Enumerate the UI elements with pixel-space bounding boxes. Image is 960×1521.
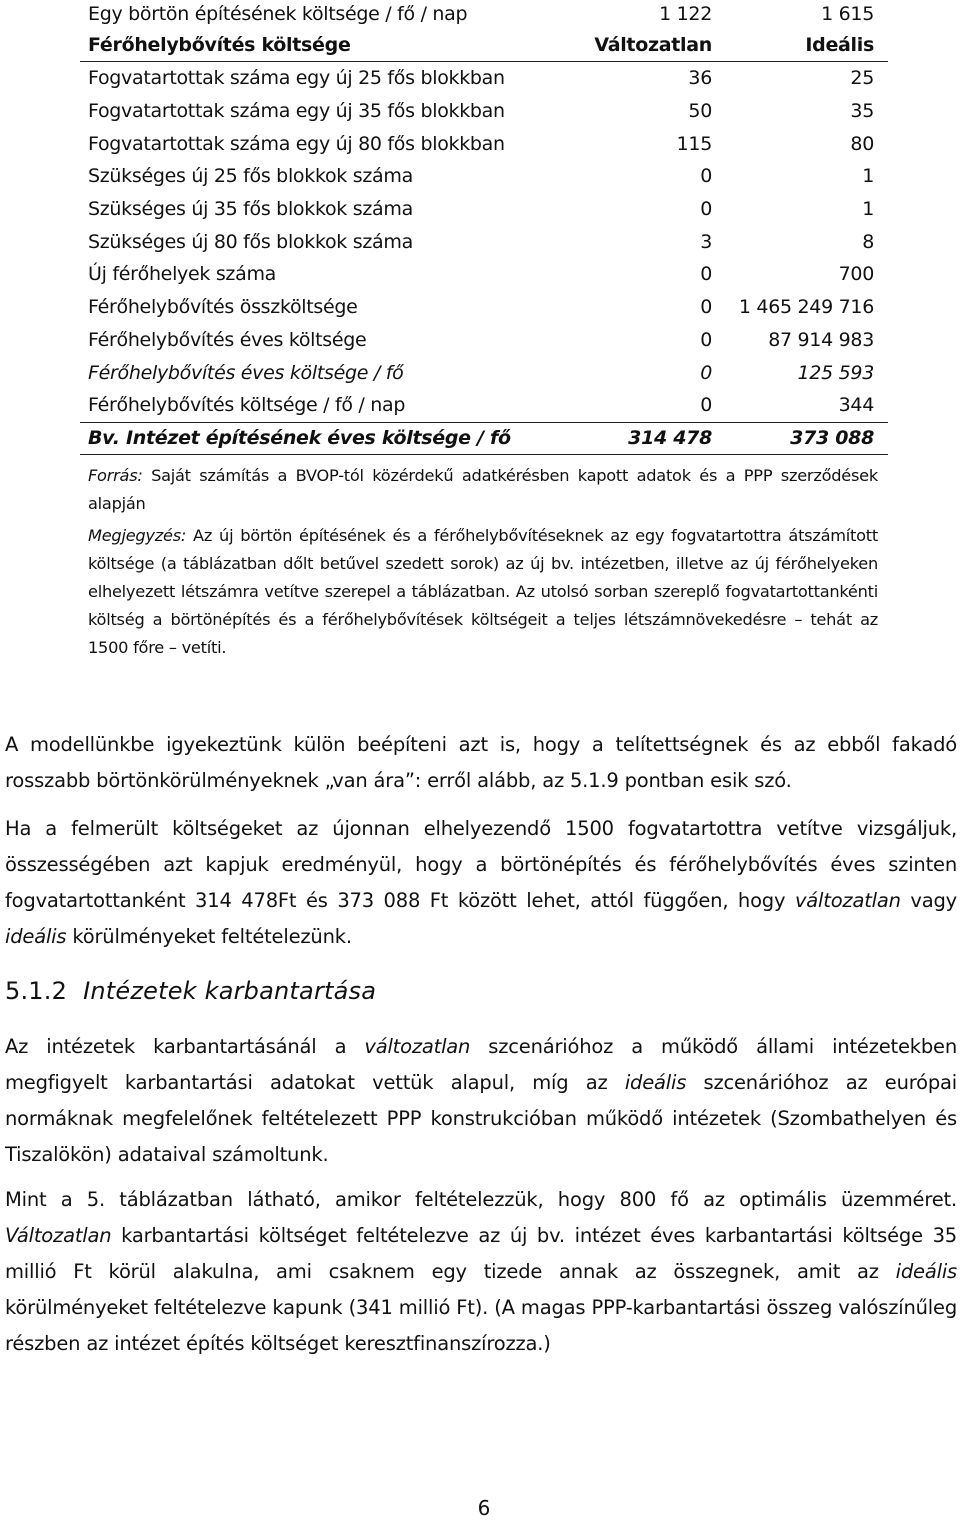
table-row	[80, 225, 888, 258]
row-value-valtozatlan: 0	[700, 198, 712, 221]
table-row-first	[80, 0, 888, 28]
table-row	[80, 356, 888, 389]
row-value-idealis: 700	[838, 263, 874, 286]
table-body	[80, 62, 888, 422]
row-value-idealis: 1	[862, 198, 874, 221]
total-label: Bv. Intézet építésének éves költsége / fő	[88, 427, 511, 450]
paragraph-1-text: A modellünkbe igyekeztünk külön beépíteni azt is, hogy a telítettségnek és az ebből fakadó rosszabb börtönkörülményeknek „van ára”: erről alább, az 5.1.9 pontban esik szó.	[5, 733, 957, 792]
p4-seg-a: Mint a 5. táblázatban látható, amikor feltételezzük, hogy 800 fő az optimális üzemméret.	[5, 1188, 957, 1211]
row-value-valtozatlan: 3	[700, 230, 712, 253]
row-label: Szükséges új 35 fős blokkok száma	[88, 198, 413, 221]
p2-seg-c: körülményeket feltételezünk.	[66, 925, 352, 948]
p2-seg-b: vagy	[900, 889, 957, 912]
header-label: Férőhelybővítés költsége	[88, 33, 351, 56]
row-value-valtozatlan: 0	[700, 328, 712, 351]
header-col-valtozatlan: Változatlan	[594, 33, 712, 56]
row-value-valtozatlan: 0	[700, 394, 712, 417]
remark-text: Az új börtön építésének és a férőhelybővítéseknek az egy fogvatartottra átszámított költsége (a táblázatban dőlt betűvel szedett sorok) az új bv. intézetben, illetve az új férőhelyeken elhelyezett létszámra vetítve szerepel a táblázatban. Az utolsó sorban szereplő fogvatartottankénti költség a börtönépítés és a férőhelybővítések költségeit a teljes létszámnövekedésre – tehát az 1500 főre – vetíti.	[88, 526, 878, 657]
row-label: Férőhelybővítés éves költsége	[88, 328, 367, 351]
p3-seg-c: szcenárióhoz az európai normáknak megfelelőnek feltételezett PPP konstrukcióban működő intézetek (Szombathelyen és Tiszalökön) adataival számoltunk.	[5, 1071, 958, 1166]
header-col-idealis: Ideális	[805, 33, 874, 56]
row-label: Új férőhelyek száma	[88, 263, 276, 286]
row-value-idealis: 125 593	[797, 361, 874, 384]
row-value-valtozatlan: 0	[700, 296, 712, 319]
row-value-idealis: 80	[850, 132, 874, 155]
row-value-idealis: 1 465 249 716	[738, 296, 874, 319]
paragraph-4-text	[5, 1182, 957, 1362]
row-value-idealis: 344	[838, 394, 874, 417]
p2-seg-a: Ha a felmerült költségeket az újonnan elhelyezendő 1500 fogvatartottra vetítve vizsgáljuk, összességében azt kapjuk eredményül, hogy a börtönépítés és férőhelybővítés éves szinten fogvatartottanként 314 478Ft és 373 088 Ft között lehet, attól függően, hogy	[5, 817, 957, 912]
section-heading	[5, 977, 376, 1005]
paragraph-2	[5, 811, 957, 955]
total-value-idealis: 373 088	[790, 427, 874, 450]
row-label: Férőhelybővítés költsége / fő / nap	[88, 394, 406, 417]
p4-italic-1: Változatlan	[5, 1224, 112, 1247]
row-value-idealis: 35	[850, 100, 874, 123]
row-value-valtozatlan: 115	[676, 132, 712, 155]
row-value-valtozatlan: 1 122	[659, 3, 712, 25]
p3-seg-b: szcenárióhoz a működő állami intézetekben megfigyelt karbantartási adatokat vettük alapul, míg az	[5, 1035, 958, 1094]
paragraph-2-text	[5, 811, 957, 955]
row-value-idealis: 8	[862, 230, 874, 253]
source-label: Forrás:	[88, 466, 143, 485]
remark-note	[88, 522, 878, 662]
row-value-idealis: 25	[850, 67, 874, 90]
p4-seg-b: karbantartási költséget feltételezve az új bv. intézet éves karbantartási költsége 35 millió Ft körül alakulna, ami csaknem egy tizede annak az összegnek, amit az	[5, 1224, 957, 1283]
table-header	[80, 28, 888, 62]
row-value-valtozatlan: 50	[688, 100, 712, 123]
row-label: Szükséges új 80 fős blokkok száma	[88, 230, 413, 253]
row-value-idealis: 1	[862, 165, 874, 188]
p3-italic-2: ideális	[624, 1071, 687, 1094]
remark-label: Megjegyzés:	[88, 526, 187, 545]
p3-seg-a: Az intézetek karbantartásánál a	[5, 1035, 365, 1058]
p2-italic-1: változatlan	[794, 889, 901, 912]
row-label: Fogvatartottak száma egy új 35 fős blokkban	[88, 100, 505, 123]
paragraph-4	[5, 1182, 957, 1362]
paragraph-1	[5, 727, 957, 799]
row-label: Egy börtön építésének költsége / fő / nap	[88, 3, 468, 25]
table-row-total	[80, 422, 888, 455]
table-row	[80, 324, 888, 357]
row-label: Szükséges új 25 fős blokkok száma	[88, 165, 413, 188]
table-row	[80, 258, 888, 291]
table-notes	[88, 462, 878, 666]
row-value-idealis: 87 914 983	[768, 328, 874, 351]
table-row	[80, 193, 888, 226]
section-title: Intézetek karbantartása	[83, 977, 377, 1005]
table-row	[80, 127, 888, 160]
table-row	[80, 160, 888, 193]
row-value-valtozatlan: 0	[700, 165, 712, 188]
p4-italic-2: ideális	[895, 1260, 957, 1283]
p3-italic-1: változatlan	[364, 1035, 471, 1058]
table-row	[80, 95, 888, 128]
source-text: Saját számítás a BVOP-tól közérdekű adatkérésben kapott adatok és a PPP szerződések alapján	[88, 466, 878, 513]
row-label: Férőhelybővítés összköltsége	[88, 296, 358, 319]
page-number: 6	[477, 1496, 491, 1520]
row-value-valtozatlan: 0	[700, 263, 712, 286]
p4-seg-c: körülményeket feltételezve kapunk (341 millió Ft). (A magas PPP-karbantartási összeg valószínűleg részben az intézet építés költséget keresztfinanszírozza.)	[5, 1296, 957, 1355]
row-value-valtozatlan: 0	[700, 361, 712, 384]
p2-italic-2: ideális	[5, 925, 67, 948]
source-note	[88, 462, 878, 518]
table-row	[80, 389, 888, 422]
paragraph-3	[5, 1029, 957, 1173]
row-label: Férőhelybővítés éves költsége / fő	[88, 361, 404, 384]
row-label: Fogvatartottak száma egy új 25 fős blokkban	[88, 67, 505, 90]
total-value-valtozatlan: 314 478	[628, 427, 712, 450]
table-row	[80, 62, 888, 95]
section-number: 5.1.2	[5, 977, 68, 1005]
row-label: Fogvatartottak száma egy új 80 fős blokkban	[88, 132, 505, 155]
row-value-valtozatlan: 36	[688, 67, 712, 90]
paragraph-3-text	[5, 1029, 957, 1173]
cost-table	[80, 0, 888, 455]
row-value-idealis: 1 615	[821, 3, 874, 25]
table-row	[80, 291, 888, 324]
